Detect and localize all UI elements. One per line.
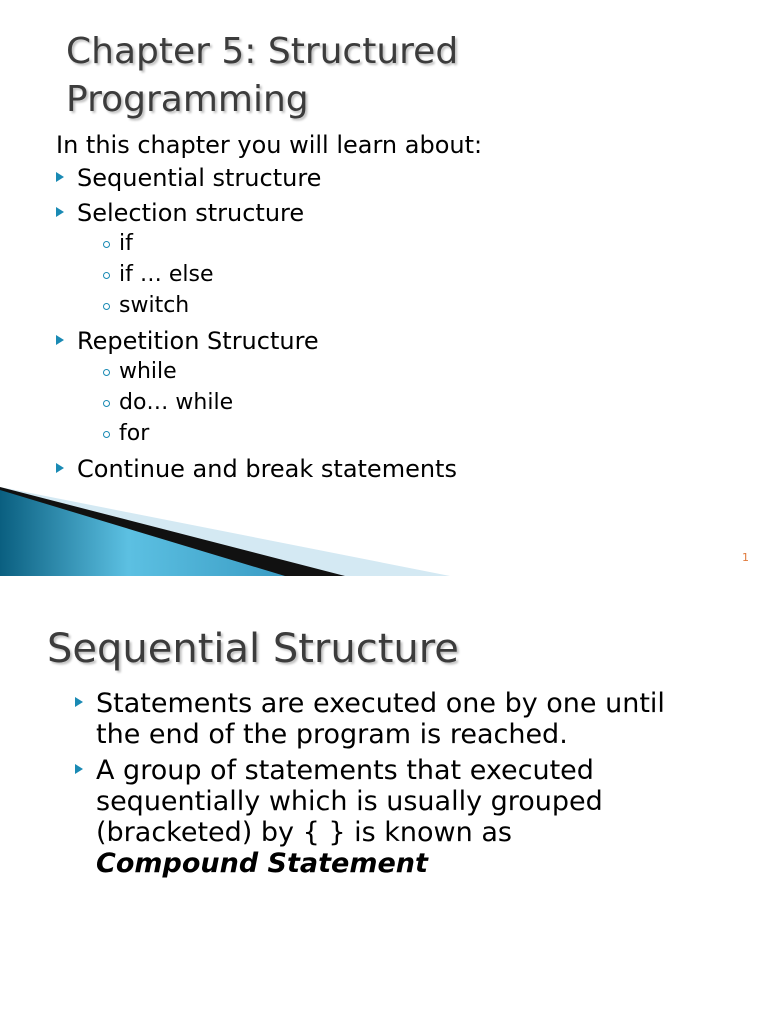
bullet-text: Statements are executed one by one until the end of the program is reached. — [96, 688, 665, 750]
subtopic-label: do… while — [119, 390, 234, 415]
title-line-1: Chapter 5: Structured — [66, 31, 459, 72]
bullet-item — [75, 688, 715, 750]
subtopic-label: if — [119, 231, 133, 256]
topic-label: Sequential structure — [77, 164, 322, 192]
subtopic-label: while — [119, 359, 177, 384]
topic-label: Repetition Structure — [77, 327, 319, 355]
slide-title: Sequential Structure — [47, 626, 459, 672]
subtopic-label: switch — [119, 293, 190, 318]
page-number: 1 — [742, 551, 749, 564]
subtopic-label: for — [119, 421, 150, 446]
title-line-2: Programming — [66, 79, 309, 120]
bullet-text: A group of statements that executed sequentially which is usually grouped (bracketed) by { } is known as — [96, 755, 603, 848]
topic-label: Selection structure — [77, 199, 305, 227]
triangle-arrow-icon — [75, 697, 83, 707]
compound-statement-emphasis: Compound Statement — [96, 848, 428, 879]
bullet-list — [75, 688, 715, 884]
bullet-item — [75, 755, 715, 879]
slide-2 — [0, 576, 768, 1024]
intro-text: In this chapter you will learn about: — [56, 131, 483, 159]
topic-label: Continue and break statements — [77, 455, 457, 483]
triangle-arrow-icon — [75, 764, 83, 774]
subtopic-label: if … else — [119, 262, 214, 287]
